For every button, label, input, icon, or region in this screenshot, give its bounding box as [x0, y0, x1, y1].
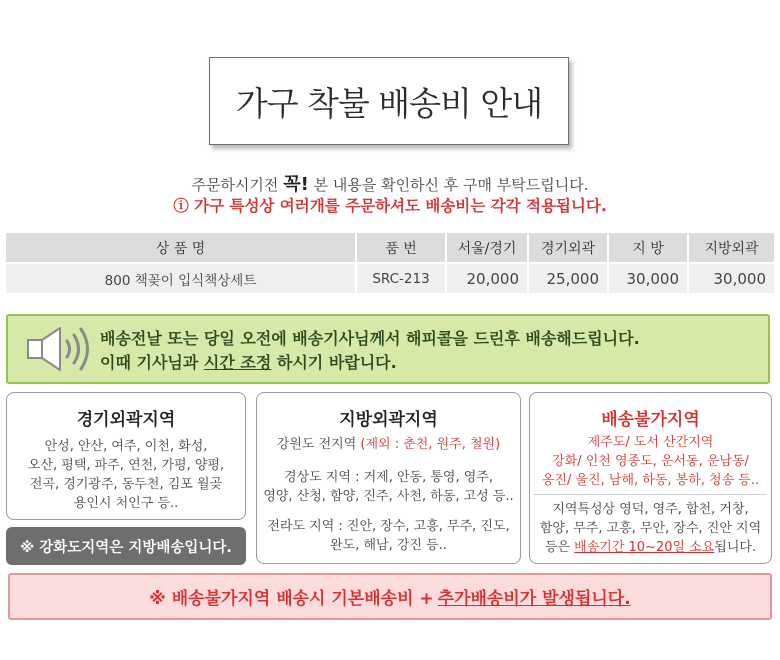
region-line: 옹진/ 울진, 남해, 하동, 봉하, 청송 등..: [541, 473, 760, 488]
order-notice: [0, 170, 780, 196]
gyeonggi-outer-regions: [7, 437, 245, 513]
page-title: 가구 착불 배송비 안내: [209, 57, 569, 145]
region-line: 강화/ 인천 영종도, 운서동, 운남동/: [552, 454, 749, 469]
region-line: 전곡, 경기광주, 동두천, 김포 월곶: [29, 477, 223, 492]
region-line: 경상도 지역 : 거제, 안동, 통영, 영주,: [284, 470, 493, 485]
gyeongsang-regions: [257, 468, 520, 506]
region-line: 제주도/ 도서 산간지역: [587, 435, 714, 450]
extra-fee-underlined: 추가배송비가 발생됩니다.: [437, 589, 631, 609]
gangwon-line: [257, 435, 520, 454]
table-header-row: [6, 233, 774, 263]
delivery-period-days: 배송기간 10~20일 소요: [574, 540, 715, 555]
product-name: 800 책꽂이 입식책상세트: [6, 263, 356, 293]
delivery-period-line: [530, 538, 771, 557]
happy-call-notice: [6, 314, 770, 384]
order-notice-after: 본 내용을 확인하신 후 구매 부탁드립니다.: [313, 176, 589, 194]
region-line: 안성, 안산, 여주, 이천, 화성,: [44, 439, 208, 454]
happy-call-line2-after: 하시기 바랍니다.: [276, 353, 397, 372]
fee-local: 30,000: [608, 263, 688, 293]
shipping-fee-table: [6, 233, 774, 293]
card-divider: [534, 494, 767, 495]
region-line: 함양, 무주, 고흥, 무안, 장수, 진안 지역: [539, 521, 762, 536]
unavailable-regions: [530, 433, 771, 490]
delivery-period-before: 등은: [544, 540, 570, 555]
gangwon-except: (제외 : 춘천, 원주, 철원): [360, 437, 501, 452]
extra-fee-before: ※ 배송불가지역 배송시 기본배송비 +: [149, 589, 434, 609]
header-gyeonggi-outer: 경기외곽: [528, 233, 608, 263]
long-delivery-regions: [530, 500, 771, 557]
header-code: 품 번: [356, 233, 446, 263]
fee-seoul: 20,000: [446, 263, 528, 293]
product-code: SRC-213: [356, 263, 446, 293]
delivery-period-after: 됩니다.: [714, 540, 757, 555]
header-product: 상 품 명: [6, 233, 356, 263]
header-local-outer: 지방외곽: [688, 233, 774, 263]
region-line: 지역특성상 영덕, 영주, 합천, 거창,: [552, 502, 749, 517]
ganghwa-notice: ※ 강화도지역은 지방배송입니다.: [6, 527, 246, 565]
happy-call-line1: 배송전날 또는 당일 오전에 배송기사님께서 해피콜을 드린후 배송해드립니다.: [100, 329, 640, 348]
region-line: 오산, 평택, 파주, 연천, 가평, 양평,: [27, 458, 225, 473]
speaker-icon: [26, 324, 96, 374]
header-local: 지 방: [608, 233, 688, 263]
order-notice-before: 주문하시기전: [191, 176, 279, 194]
local-outer-card: [256, 392, 521, 564]
local-outer-title: 지방외곽지역: [339, 410, 438, 430]
unavailable-title: 배송불가지역: [601, 410, 700, 430]
extra-fee-notice: [8, 573, 772, 620]
region-line: 용인시 처인구 등..: [73, 496, 179, 511]
region-line: 전라도 지역 : 진안, 장수, 고흥, 무주, 진도,: [267, 519, 510, 534]
jeolla-regions: [257, 517, 520, 555]
gyeonggi-outer-title: 경기외곽지역: [76, 410, 176, 430]
order-notice-emphasis: 꼭!: [283, 174, 309, 195]
happy-call-line2: [100, 350, 397, 373]
table-row: [6, 263, 774, 293]
fee-gyeonggi-outer: 25,000: [528, 263, 608, 293]
gyeonggi-outer-card: [6, 392, 246, 520]
gangwon-label: 강원도 전지역: [276, 437, 357, 452]
unavailable-card: [529, 392, 772, 564]
shipping-each-notice: ⓘ 가구 특성상 여러개를 주문하셔도 배송비는 각각 적용됩니다.: [173, 197, 607, 215]
region-line: 영양, 산청, 함양, 진주, 사천, 하동, 고성 등..: [263, 489, 514, 504]
header-seoul: 서울/경기: [446, 233, 528, 263]
fee-local-outer: 30,000: [688, 263, 774, 293]
region-line: 완도, 해남, 강진 등..: [330, 538, 447, 553]
time-adjust-text: 시간 조정: [203, 353, 272, 372]
happy-call-line2-before: 이때 기사님과: [100, 353, 199, 372]
